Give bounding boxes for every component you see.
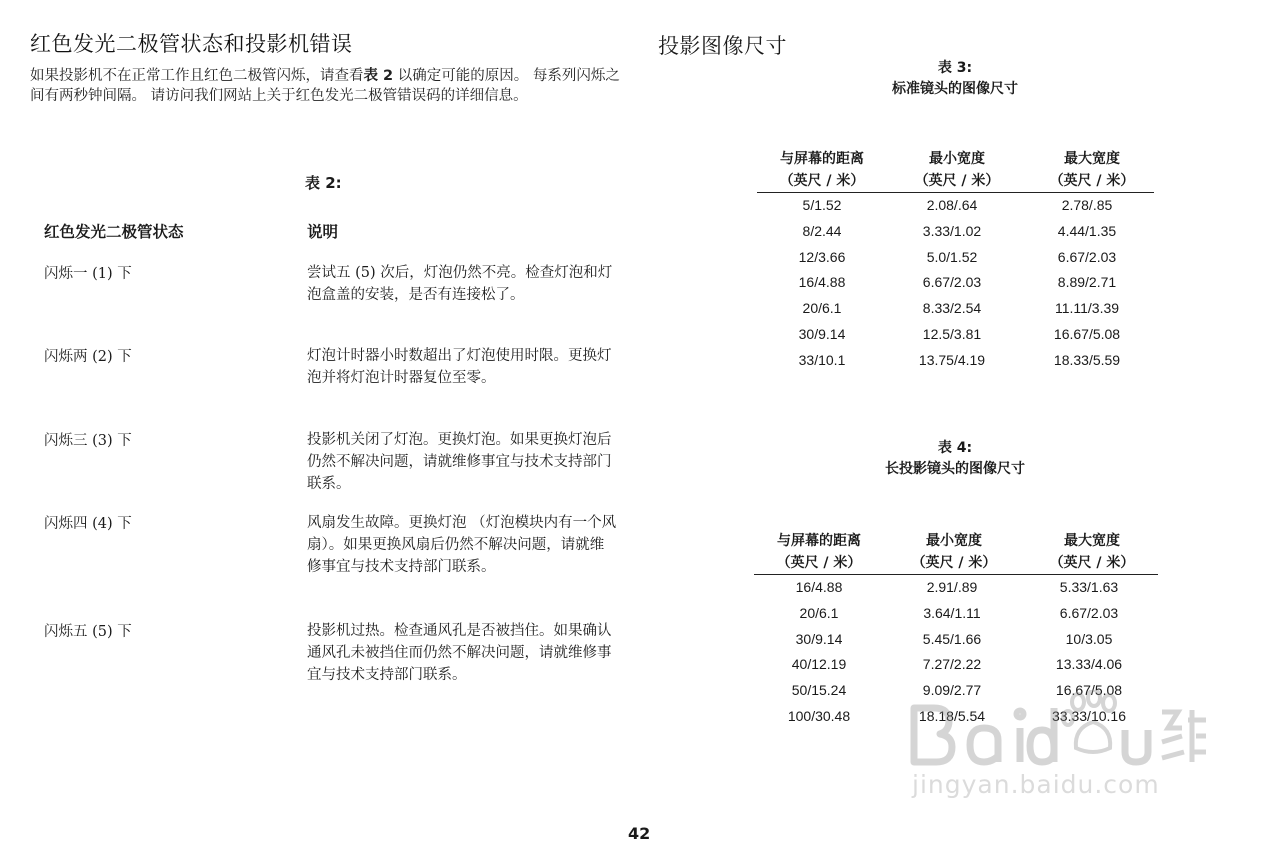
- cell-min-width: 8.33/2.54: [922, 300, 982, 317]
- table4-caption: [805, 438, 1105, 480]
- cell-max-width: 16.67/5.08: [1053, 325, 1121, 342]
- col-title: 与屏幕的距离: [780, 151, 864, 167]
- cell-max-width: 4.44/1.35: [1057, 222, 1117, 239]
- table-row: [757, 322, 1154, 348]
- cell-distance: 30/9.14: [795, 630, 843, 647]
- left-column: [30, 28, 630, 106]
- table4-col-distance: [754, 530, 884, 574]
- table2-caption: 表 2:: [305, 174, 342, 192]
- table-row: [754, 627, 1158, 653]
- table2-col-state: 红色发光二极管状态: [44, 223, 184, 241]
- intro-table-ref: 表 2: [363, 68, 394, 84]
- cell-min-width: 12.5/3.81: [922, 325, 982, 342]
- col-title: 最小宽度: [926, 533, 982, 549]
- cell-max-width: 6.67/2.03: [1057, 248, 1117, 265]
- cell-distance: 8/2.44: [802, 222, 842, 239]
- table3-col-min-width: [897, 148, 1017, 192]
- cell-distance: 16/4.88: [798, 274, 846, 291]
- table-row: [754, 601, 1158, 627]
- intro-paragraph: [30, 66, 625, 106]
- table4-label: 表 4:: [937, 440, 973, 456]
- cell-max-width: 5.33/1.63: [1059, 579, 1119, 595]
- cell-min-width: 6.67/2.03: [922, 274, 982, 291]
- cell-min-width: 5.45/1.66: [922, 630, 982, 647]
- col-unit: （英尺 / 米）: [1049, 555, 1135, 571]
- cell-distance: 100/30.48: [787, 707, 851, 724]
- cell-max-width: 11.11/3.39: [1054, 300, 1120, 317]
- cell-max-width: 2.78/.85: [1061, 197, 1113, 213]
- table4-col-min-width: [894, 530, 1014, 574]
- cell-max-width: 18.33/5.59: [1053, 351, 1121, 368]
- cell-distance: 20/6.1: [799, 604, 839, 621]
- cell-min-width: 5.0/1.52: [926, 248, 978, 265]
- cell-min-width: 2.91/.89: [926, 579, 978, 595]
- cell-distance: 33/10.1: [798, 351, 846, 368]
- cell-min-width: 13.75/4.19: [918, 351, 986, 368]
- table3-label: 表 3:: [937, 60, 973, 76]
- table3: [757, 148, 1154, 374]
- table-row: [757, 270, 1154, 296]
- table3-caption: [805, 58, 1105, 100]
- led-state: 闪烁一 (1) 下: [44, 266, 132, 282]
- watermark-url: jingyan.baidu.com: [912, 770, 1160, 799]
- col-unit: （英尺 / 米）: [1049, 173, 1135, 189]
- cell-min-width: 3.64/1.11: [923, 604, 981, 621]
- baidu-jingyan-watermark: [900, 690, 1210, 810]
- led-state: 闪烁四 (4) 下: [44, 516, 132, 532]
- cell-distance: 40/12.19: [791, 656, 847, 673]
- col-title: 最小宽度: [929, 151, 985, 167]
- led-description: 灯泡计时器小时数超出了灯泡使用时限。更换灯泡并将灯泡计时器复位至零。: [307, 348, 612, 386]
- cell-distance: 20/6.1: [802, 300, 842, 317]
- col-unit: （英尺 / 米）: [914, 173, 1000, 189]
- table-row: [757, 193, 1154, 219]
- table-row: [757, 296, 1154, 322]
- col-unit: （英尺 / 米）: [911, 555, 997, 571]
- col-title: 与屏幕的距离: [777, 533, 861, 549]
- table-row: [757, 245, 1154, 271]
- section-title-image-size: 投影图像尺寸: [658, 34, 787, 58]
- table3-col-max-width: [1032, 148, 1152, 192]
- col-title: 最大宽度: [1064, 533, 1120, 549]
- table-row: [754, 575, 1158, 601]
- table4-col-max-width: [1032, 530, 1152, 574]
- cell-max-width: 10/3.05: [1065, 630, 1113, 647]
- col-title: 最大宽度: [1064, 151, 1120, 167]
- table3-col-distance: [757, 148, 887, 192]
- col-unit: （英尺 / 米）: [779, 173, 865, 189]
- cell-max-width: 8.89/2.71: [1057, 274, 1117, 291]
- table3-subtitle: 标准镜头的图像尺寸: [892, 81, 1018, 97]
- cell-distance: 12/3.66: [798, 248, 846, 265]
- cell-max-width: 33.33/10.16: [1052, 707, 1126, 724]
- cell-distance: 50/15.24: [791, 682, 847, 699]
- cell-max-width: 16.67/5.08: [1055, 682, 1123, 699]
- cell-distance: 30/9.14: [798, 325, 846, 342]
- table-row: [757, 219, 1154, 245]
- table-row: [754, 652, 1158, 678]
- table-row: [757, 348, 1154, 374]
- cell-min-width: 7.27/2.22: [922, 656, 982, 673]
- table4-subtitle: 长投影镜头的图像尺寸: [885, 461, 1025, 477]
- led-state: 闪烁五 (5) 下: [44, 624, 132, 640]
- col-unit: （英尺 / 米）: [776, 555, 862, 571]
- cell-max-width: 6.67/2.03: [1059, 604, 1119, 621]
- table4-header: [754, 530, 1158, 574]
- led-state: 闪烁两 (2) 下: [44, 349, 132, 365]
- cell-distance: 5/1.52: [802, 197, 842, 213]
- section-title-led-errors: 红色发光二极管状态和投影机错误: [30, 32, 353, 56]
- cell-min-width: 2.08/.64: [926, 197, 978, 213]
- table2-col-desc: 说明: [307, 223, 339, 241]
- cell-distance: 16/4.88: [795, 579, 843, 595]
- led-description: 风扇发生故障。更换灯泡 （灯泡模块内有一个风扇）。如果更换风扇后仍然不解决问题，请就维修事宜与技术支持部门联系。: [307, 515, 617, 575]
- led-description: 投影机关闭了灯泡。更换灯泡。如果更换灯泡后仍然不解决问题，请就维修事宜与技术支持部门联系。: [307, 432, 612, 492]
- cell-min-width: 18.18/5.54: [918, 707, 986, 724]
- baidu-logo-icon: [900, 690, 1210, 770]
- intro-text-b: 以确定可能的原因。 每系列闪烁之间有两秒钟间隔。 请访问我们网站上关于红色发光二极管错误码的详细信息。: [30, 68, 620, 104]
- table3-header: [757, 148, 1154, 192]
- cell-max-width: 13.33/4.06: [1055, 656, 1123, 673]
- led-description: 尝试五 (5) 次后，灯泡仍然不亮。检查灯泡和灯泡盒盖的安装，是否有连接松了。: [307, 265, 613, 303]
- cell-min-width: 9.09/2.77: [922, 682, 982, 699]
- intro-text-a: 如果投影机不在正常工作且红色二极管闪烁，请查看: [30, 68, 364, 84]
- page-number: 42: [628, 824, 651, 843]
- cell-min-width: 3.33/1.02: [922, 222, 982, 239]
- led-description: 投影机过热。检查通风孔是否被挡住。如果确认通风孔未被挡住而仍然不解决问题，请就维修事宜与技术支持部门联系。: [307, 623, 612, 683]
- led-state: 闪烁三 (3) 下: [44, 433, 132, 449]
